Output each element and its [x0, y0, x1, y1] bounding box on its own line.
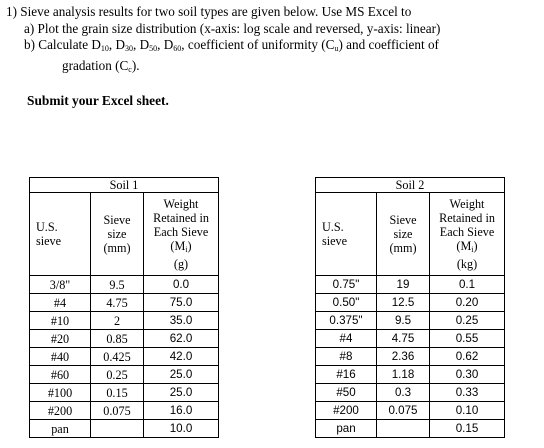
part-b-prefix: b) Calculate D: [24, 37, 101, 53]
soil1-cell-sieve: #60: [30, 366, 91, 384]
soil1-row: [30, 276, 219, 294]
soil2-cell-sieve: 0.75": [316, 276, 377, 294]
soil2-cell-sieve: #16: [316, 366, 377, 384]
soil1-cell-sieve: #40: [30, 348, 91, 366]
soil1-header-weight: Weight Retained in Each Sieve $(M_i)$ (g): [144, 193, 219, 276]
soil1-cell-sieve: 3/8": [30, 276, 91, 294]
soil1-cell-sieve: pan: [30, 420, 91, 438]
soil2-cell-weight: 0.20: [430, 294, 505, 312]
soil2-row: [316, 276, 505, 294]
soil2-cell-size: 0.075: [377, 402, 430, 420]
soil2-row: [316, 402, 505, 420]
soil2-cell-size: 1.18: [377, 366, 430, 384]
soil1-title: Soil 1: [30, 178, 219, 193]
soil1-cell-size: 4.75: [91, 294, 144, 312]
soil2-cell-size: 9.5: [377, 312, 430, 330]
soil1-row: [30, 312, 219, 330]
soil2-row: [316, 330, 505, 348]
soil2-row: [316, 366, 505, 384]
soil2-cell-weight: 0.55: [430, 330, 505, 348]
soil1-header-sieve: U.S. sieve: [30, 193, 91, 276]
soil1-cell-weight: 42.0: [144, 348, 219, 366]
soil2-table: [315, 177, 505, 438]
question-block: [6, 4, 542, 78]
soil1-cell-sieve: #20: [30, 330, 91, 348]
soil1-row: [30, 420, 219, 438]
soil1-cell-weight: 16.0: [144, 402, 219, 420]
soil1-cell-weight: 25.0: [144, 366, 219, 384]
soil1-cell-size: 0.425: [91, 348, 144, 366]
soil2-header-size: Sieve size (mm): [377, 193, 430, 276]
soil1-cell-size: [91, 420, 144, 438]
soil1-cell-sieve: #4: [30, 294, 91, 312]
soil1-row: [30, 384, 219, 402]
soil1-cell-size: 0.25: [91, 366, 144, 384]
soil1-cell-weight: 62.0: [144, 330, 219, 348]
soil2-cell-weight: 0.15: [430, 420, 505, 438]
soil1-header-size: Sieve size (mm): [91, 193, 144, 276]
soil1-table: [29, 177, 219, 438]
soil1-cell-weight: 10.0: [144, 420, 219, 438]
soil2-cell-sieve: pan: [316, 420, 377, 438]
soil2-cell-weight: 0.62: [430, 348, 505, 366]
soil2-cell-sieve: 0.50": [316, 294, 377, 312]
part-b-cu-text: coefficient of uniformity (C: [187, 37, 335, 53]
soil1-cell-sieve: #200: [30, 402, 91, 420]
soil2-header-weight: Weight Retained in Each Sieve $(M_i)$ (kg): [430, 193, 505, 276]
soil2-cell-weight: 0.10: [430, 402, 505, 420]
soil2-row: [316, 294, 505, 312]
soil2-cell-size: 2.36: [377, 348, 430, 366]
soil2-cell-weight: 0.33: [430, 384, 505, 402]
question-line-1: 1) Sieve analysis results for two soil types are given below. Use MS Excel to: [6, 4, 412, 19]
soil1-cell-size: 0.85: [91, 330, 144, 348]
soil2-row: [316, 348, 505, 366]
soil2-cell-sieve: #50: [316, 384, 377, 402]
question-part-a: a) Plot the grain size distribution (x-axis: log scale and reversed, y-axis: linear): [24, 20, 441, 36]
soil2-cell-weight: 0.1: [430, 276, 505, 294]
soil1-cell-weight: 75.0: [144, 294, 219, 312]
soil1-cell-weight: 25.0: [144, 384, 219, 402]
submit-instruction: Submit your Excel sheet.: [27, 93, 169, 108]
soil2-cell-size: 12.5: [377, 294, 430, 312]
soil1-cell-weight: 0.0: [144, 276, 219, 294]
soil2-cell-size: [377, 420, 430, 438]
soil2-cell-size: 0.3: [377, 384, 430, 402]
soil1-row: [30, 402, 219, 420]
soil1-cell-size: 0.075: [91, 402, 144, 420]
soil2-row: [316, 312, 505, 330]
soil2-cell-sieve: #8: [316, 348, 377, 366]
question-part-b-line2: gradation $(C_c)$.: [62, 57, 140, 74]
soil2-cell-sieve: 0.375": [316, 312, 377, 330]
part-b-line2-post: ).: [131, 57, 140, 73]
soil1-cell-weight: 35.0: [144, 312, 219, 330]
soil1-cell-size: 9.5: [91, 276, 144, 294]
soil1-cell-sieve: #10: [30, 312, 91, 330]
soil2-row: [316, 384, 505, 402]
soil1-row: [30, 294, 219, 312]
soil2-title: Soil 2: [316, 178, 505, 193]
part-b-cc-text: ) and coefficient of: [338, 37, 439, 53]
soil1-row: [30, 348, 219, 366]
soil2-cell-sieve: #200: [316, 402, 377, 420]
soil1-cell-sieve: #100: [30, 384, 91, 402]
soil1-cell-size: 2: [91, 312, 144, 330]
part-b-line2-pre: gradation (C: [62, 57, 129, 73]
soil1-cell-size: 0.15: [91, 384, 144, 402]
soil1-row: [30, 330, 219, 348]
soil2-cell-size: 4.75: [377, 330, 430, 348]
question-part-b: b) Calculate $D_{10}$, $D_{30}$, $D_{50}$, $D_{60}$, coefficient of uniformity $(C_u)$ and coefficient of: [24, 37, 439, 54]
soil2-header-sieve: U.S. sieve: [316, 193, 377, 276]
soil1-row: [30, 366, 219, 384]
soil2-cell-sieve: #4: [316, 330, 377, 348]
soil2-row: [316, 420, 505, 438]
soil2-cell-weight: 0.30: [430, 366, 505, 384]
soil2-cell-weight: 0.25: [430, 312, 505, 330]
soil2-cell-size: 19: [377, 276, 430, 294]
